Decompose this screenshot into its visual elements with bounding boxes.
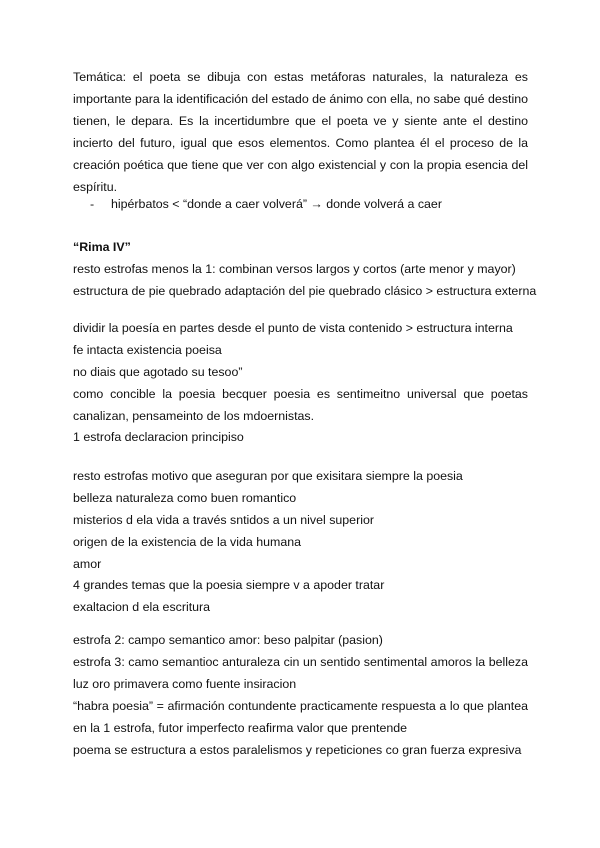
note-line: exaltacion d ela escritura — [73, 600, 211, 615]
estrofa-3-paragraph: estrofa 3: camo semantioc anturaleza cin un sentido sentimental amoros la belleza luz oro primavera como fuente insiracion — [73, 654, 528, 691]
habra-poesia-paragraph: “habra poesia” = afirmación contundente practicamente respuesta a lo que plantea en la 1 estrofa, futor imperfecto reafirma valor que prentende — [73, 698, 528, 735]
note-line: 4 grandes temas que la poesia siempre v a apoder tratar — [73, 578, 385, 593]
note-line: 1 estrofa declaracion principiso — [73, 430, 244, 445]
note-line: no diais que agotado su tesoo” — [73, 364, 243, 379]
note-line: misterios d ela vida a través sntidos a un nivel superior — [73, 512, 374, 527]
note-line: fe intacta existencia poeisa — [73, 342, 222, 357]
rima-line: resto estrofas menos la 1: combinan versos largos y cortos (arte menor y mayor) — [73, 261, 516, 276]
note-line: dividir la poesía en partes desde el punto de vista contenido > estructura interna — [73, 321, 513, 335]
estructura-interna-section — [73, 318, 528, 449]
tematica-paragraph: Temática: el poeta se dibuja con estas metáforas naturales, la naturaleza es importante para la identificación del estado de ánimo con ella, no sabe qué destino tienen, le depara. Es la incertidumbre que el poeta ve y siente ante el destino incierto del futuro, igual que esos elementos. Como plantea él el proceso de la creación poética que tiene que ver con algo existencial y con la propia esencia del espíritu. — [73, 70, 528, 194]
rima-title: “Rima IV” — [73, 240, 131, 254]
note-line: amor — [73, 556, 102, 571]
note-line: resto estrofas motivo que aseguran por que exisitara siempre la poesia — [73, 469, 463, 483]
final-line: poema se estructura a estos paralelismos y repeticiones co gran fuerza expresiva — [73, 742, 522, 757]
poesia-paragraph: como concible la poesia becquer poesia es sentimeitno universal que poetas canalizan, pensameinto de los mdoernistas. — [73, 386, 528, 423]
rima-line: estructura de pie quebrado adaptación del pie quebrado clásico > estructura externa — [73, 283, 537, 298]
estrofa-2-line: estrofa 2: campo semantico amor: beso palpitar (pasion) — [73, 633, 383, 647]
note-line: belleza naturaleza como buen romantico — [73, 490, 297, 505]
bullet-dash: - — [90, 197, 95, 211]
temas-section — [73, 466, 528, 619]
estrofas-section — [73, 630, 528, 761]
bullet-text: hipérbatos < “donde a caer volverá” → donde volverá a caer — [111, 197, 442, 211]
note-line: origen de la existencia de la vida humana — [73, 534, 301, 549]
hiperbaton-bullet — [73, 193, 533, 215]
rima-section — [73, 237, 537, 303]
